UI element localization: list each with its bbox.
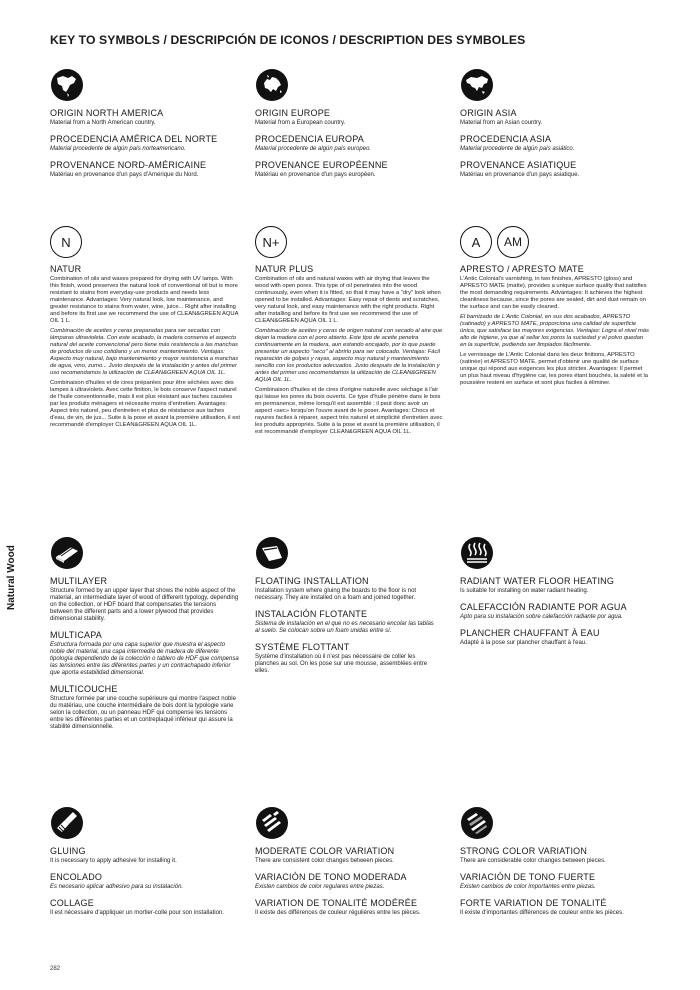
desc-en: Structure formed by an upper layer that shows the noble aspect of the material, an intermediate layer of wood of different typology, depending on the collection, or HDF board that compensates the tensions between the different parts and a lower plywood that provides dimensional stability. [50, 588, 239, 622]
desc-fr: Matériau en provenance d'un pays d'Amérique du Nord. [50, 172, 199, 178]
desc-es: Existen cambios de color importantes entre piezas. [460, 884, 596, 890]
desc-en: Material from an Asian country. [460, 120, 543, 126]
desc-fr: Structure formée par une couche supérieure qui montre l'aspect noble du matériau, une couche intermédiaire de bois dont la typologie varie selon la collection, ou un panneau HDF qui compense les tensions entre les différentes parties et un contreplaqué inférieur qui assure la stabilité dimensionnelle. [50, 696, 236, 730]
north-america-map-icon [50, 68, 84, 102]
multilayer-block [50, 536, 240, 738]
apresto-block [460, 226, 650, 390]
multilayer-icon [50, 536, 84, 570]
title-en: MULTILAYER [50, 576, 108, 586]
desc-fr: Combinaison d'huiles et de cires d'origine naturelle avec séchage à l'air qui laisse les pores du bois ouverts. Ce type d'huile pénètre dans le bois en permanence, même lorsqu'il est assemblé ; il peut donc avoir un aspect «sec» lorsqu'on l'ouvre avant de le poser. Avantages: Chocs et rayures faciles à réparer, aspect très naturel et simplicité d'entretien avec les produits appropriés. Suite à la pose et avant la première utilisation, il est recommandé d'employer CLEAN&GREEN AQUA OIL 1L. [255, 387, 443, 435]
title-es: VARIACIÓN DE TONO FUERTE [460, 872, 596, 882]
radiant-heating-block [460, 536, 645, 654]
desc-en: It is necessary to apply adhesive for installing it. [50, 858, 177, 864]
desc-es: Es necesario aplicar adhesivo para su instalación. [50, 884, 184, 890]
desc-fr: Il existe d'importantes différences de couleur entre les pièces. [460, 910, 624, 916]
desc-es: El barnizado de L'Antic Colonial, en sus dos acabados, APRESTO (satinado) y APRESTO MATE, proporciona una calidad de superficie única, que satisface las mayores exigencias. Ventajas: Logra el nivel más alto de higiene, ya que al sellar los poros la suciedad y el polvo quedan en la superficie, pudiendo ser limpiados fácilmente. [460, 314, 649, 348]
title-es: VARIACIÓN DE TONO MODERADA [255, 872, 407, 882]
title-es: PROCEDENCIA AMÉRICA DEL NORTE [50, 134, 218, 144]
origin-europe-block [255, 68, 440, 186]
moderate-color-variation-icon [255, 806, 289, 840]
desc-en: Is suitable for installing on water radiant heating. [460, 588, 589, 594]
title-en: GLUING [50, 846, 86, 856]
strong-color-variation-icon [460, 806, 494, 840]
title-fr: PROVENANCE ASIATIQUE [460, 160, 577, 170]
page-number: 282 [50, 966, 61, 972]
title-en: FLOATING INSTALLATION [255, 576, 369, 586]
gluing-block [50, 806, 235, 924]
natur-block [50, 226, 240, 432]
gluing-icon [50, 806, 84, 840]
origin-asia-block [460, 68, 645, 186]
natur-plus-badge-icon: N+ [255, 226, 287, 258]
title-en: STRONG COLOR VARIATION [460, 846, 588, 856]
title-en: MODERATE COLOR VARIATION [255, 846, 395, 856]
floating-installation-block [255, 536, 440, 682]
desc-es: Combinación de aceites y ceras preparadas para ser secadas con lámparas ultravioleta. Con este acabado, la madera conserva el aspecto natural del aceite convencional pero tiene más resistencia a las manchas de productos de uso cotidiano y un menor mantenimiento. Ventajas: Aspecto muy natural, bajo mantenimiento y mayor resistencia a manchas de agua, vino, zumo... Justo después de la instalación y antes del primer uso recomendamos la utilización de CLEAN&GREEN AQUA OIL 1L. [50, 328, 239, 376]
desc-es: Material procedente de algún país asiático. [460, 146, 575, 152]
title-en: RADIANT WATER FLOOR HEATING [460, 576, 615, 586]
desc-es: Apto para su instalación sobre calefacción radiante por agua. [460, 614, 623, 620]
title-fr: COLLAGE [50, 898, 94, 908]
desc-fr: Matériau en provenance d'un pays asiatique. [460, 172, 580, 178]
europe-map-icon [255, 68, 289, 102]
title: APRESTO / APRESTO MATE [460, 264, 584, 274]
title: NATUR [50, 264, 82, 274]
desc-es: Material procedente de algún país europeo. [255, 146, 372, 152]
title-es: INSTALACIÓN FLOTANTE [255, 609, 368, 619]
title-fr: PROVENANCE NORD-AMÉRICAINE [50, 160, 207, 170]
desc-es: Estructura formada por una capa superior que muestra el aspecto noble del material, una capa intermedia de madera de diferente tipología dependiendo de la colección o tablero de HDF que compensa las tensiones entre las diferentes partes y un contrachapado inferior que aporta estabilidad dimensional. [50, 642, 239, 676]
natur-badge-icon: N [50, 226, 82, 258]
floating-installation-icon [255, 536, 289, 570]
title-fr: FORTE VARIATION DE TONALITÉ [460, 898, 607, 908]
desc-fr: Il est nécessaire d'appliquer un mortier-colle pour son installation. [50, 910, 224, 916]
origin-north-america-block [50, 68, 235, 186]
desc-es: Combinación de aceites y ceras de origen natural con secado al aire que dejan la madera con el poro abierto. Este tipo de aceite penetra continuamente en la madera, aun estando encajado, por lo que puede presentar un aspecto "seco" al abrirlo para ser colocado. Ventajas: Fácil reparación de golpes y rayas, aspecto muy natural y mantenimiento sencillo con los productos adecuados. Justo después de la instalación y antes del primer uso recomendamos la utilización de CLEAN&GREEN AQUA OIL 1L. [255, 328, 443, 383]
title-es: PROCEDENCIA EUROPA [255, 134, 364, 144]
desc-fr: Matériau en provenance d'un pays européen. [255, 172, 376, 178]
desc-en: Material from a North American country. [50, 120, 156, 126]
desc-en: Material from a European country. [255, 120, 346, 126]
desc-es: Existen cambios de color regulares entre piezas. [255, 884, 385, 890]
title-es: MULTICAPA [50, 630, 102, 640]
page-title: KEY TO SYMBOLS / DESCRIPCIÓN DE ICONOS / DESCRIPTION DES SYMBOLES [50, 33, 526, 47]
title-fr: VARIATION DE TONALITÉ MODÉRÉE [255, 898, 418, 908]
strong-color-variation-block [460, 806, 645, 924]
desc-en: L'Antic Colonial's varnishing, in two finishes, APRESTO (gloss) and APRESTO MATE (matte), provides a unique surface quality that satisfies the most demanding requirements. Advantages: It achieves the highest cleanliness because, since the pores are sealed, dirt and dust remain on the surface and can be easily cleaned. [460, 276, 647, 310]
asia-map-icon [460, 68, 494, 102]
desc-fr: Système d'installation où il n'est pas nécessaire de coller les planches au sol. On les pose sur une mousse, assemblées entre elles. [255, 654, 428, 674]
title-fr: MULTICOUCHE [50, 684, 118, 694]
title-fr: PLANCHER CHAUFFANT À EAU [460, 628, 600, 638]
title-en: ORIGIN ASIA [460, 108, 517, 118]
natur-plus-block [255, 226, 445, 439]
title-es: PROCEDENCIA ASIA [460, 134, 552, 144]
desc-en: Combination of oils and natural waxes with air drying that leaves the wood with open pores. This type of oil penetrates into the wood continuously, even when it is fitted, so that it may have a "dry" look when opened to be installed. Advantages: Easy repair of dents and scratches, very natural look, and easy maintenance with the right products. Right after installing and before its first use we recommend the use of CLEAN&GREEN AQUA OIL 1 L. [255, 276, 441, 324]
apresto-mate-badge-icon: AM [497, 226, 529, 258]
desc-en: Combination of oils and waxes prepared for drying with UV lamps. With this finish, wood preserves the natural look of conventional oil but is more resistant to stains from everyday-use products and needs less maintenance. Advantages: Very natural look, low maintenance, and greater resistance to stains from water, wine, juice... Right after installing and before its first use we recommend the use of CLEAN&GREEN AQUA OIL 1 L. [50, 276, 239, 324]
desc-fr: Combinaison d'huiles et de cires préparées pour être séchées avec des lampes à ultraviolets. Avec cette finition, le bois conserve l'aspect naturel de l'huile conventionnelle, mais il est plus résistant aux taches causées par les produits ménagers et nécessite moins d'entretien. Avantages: Aspect très naturel, peu d'entretien et plus de résistance aux taches d'eau, de vin, de jus... Suite à la pose et avant la première utilisation, il est recommandé d'employer CLEAN&GREEN AQUA OIL 1L. [50, 380, 240, 428]
title-en: ORIGIN EUROPE [255, 108, 331, 118]
desc-fr: Adapté à la pose sur plancher chauffant à l'eau. [460, 640, 587, 646]
desc-en: There are consistent color changes between pieces. [255, 858, 394, 864]
title-fr: PROVENANCE EUROPÉENNE [255, 160, 388, 170]
radiant-heating-icon [460, 536, 494, 570]
title: NATUR PLUS [255, 264, 314, 274]
desc-fr: Le vernissage de L'Antic Colonial dans les deux finitions, APRESTO (satinée) et APRESTO MATE, permet d'obtenir une qualité de surface unique qui répond aux exigences les plus strictes. Avantages: Il permet un plus haut niveau d'hygiène car, les pores étant bouchés, la saleté et la poussière restent en surface et sont plus faciles à éliminer. [460, 352, 649, 386]
title-es: ENCOLADO [50, 872, 103, 882]
desc-en: There are considerable color changes between pieces. [460, 858, 606, 864]
moderate-color-variation-block [255, 806, 440, 924]
side-label: Natural Wood [6, 545, 17, 610]
desc-en: Installation system where gluing the boards to the floor is not necessary. They are installed on a foam and joined together. [255, 588, 417, 601]
title-fr: SYSTÈME FLOTTANT [255, 642, 350, 652]
desc-es: Material procedente de algún país norteamericano. [50, 146, 186, 152]
desc-fr: Il existe des différences de couleur régulières entre les pièces. [255, 910, 421, 916]
desc-es: Sistema de instalación en el que no es necesario encolar las tablas al suelo. Se colocan sobre un foam unidas entre sí. [255, 621, 434, 634]
title-en: ORIGIN NORTH AMERICA [50, 108, 164, 118]
apresto-badge-icon: A [460, 226, 492, 258]
title-es: CALEFACCIÓN RADIANTE POR AGUA [460, 602, 627, 612]
